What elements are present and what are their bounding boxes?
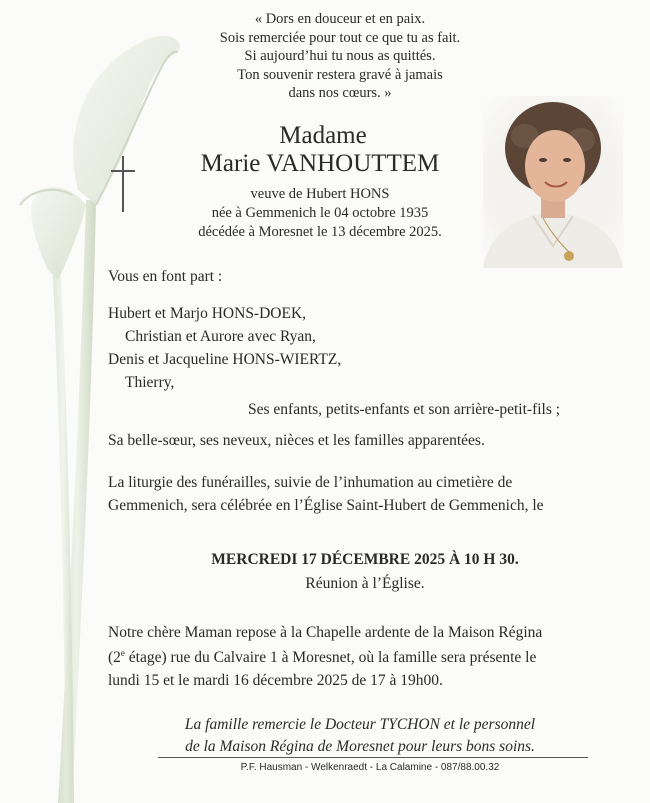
repose-line: lundi 15 et le mardi 16 décembre 2025 de 17 à 19h00. — [108, 672, 443, 689]
repose-line: Notre chère Maman repose à la Chapelle ardente de la Maison Régina — [108, 624, 543, 641]
superscript: e — [120, 648, 125, 658]
quote-line: Si aujourd’hui tu nous as quittés. — [244, 48, 436, 64]
deceased-name: Marie VANHOUTTEM — [200, 150, 440, 177]
quote-line: « Dors en douceur et en paix. — [254, 11, 426, 27]
liturgy-line: Gemmenich, sera célébrée en l’Église Saint-Hubert de Gemmenich, le — [108, 497, 544, 514]
repose-text: étage) rue du Calvaire 1 à Moresnet, où la famille sera présente le — [124, 649, 537, 667]
cross-icon — [111, 156, 135, 212]
deceased-title: Madame — [279, 122, 367, 149]
family-line: Denis et Jacqueline HONS-WIERTZ, — [108, 351, 342, 368]
ceremony-date: MERCREDI 17 DÉCEMBRE 2025 À 10 H 30. — [211, 551, 519, 568]
death-line: décédée à Moresnet le 13 décembre 2025. — [198, 224, 442, 240]
thanks-line: de la Maison Régina de Moresnet pour leurs bons soins. — [185, 738, 535, 755]
quote-line: Sois remerciée pour tout ce que tu as fait. — [219, 29, 461, 46]
opening-quote — [150, 10, 530, 103]
birth-line: née à Gemmenich le 04 octobre 1935 — [211, 205, 429, 221]
family-line: Christian et Aurore avec Ryan, — [125, 328, 316, 345]
quote-line: dans nos cœurs. » — [288, 85, 392, 101]
repose-line — [108, 648, 536, 667]
children-line: Ses enfants, petits-enfants et son arrière-petit-fils ; — [248, 401, 561, 418]
ceremony-meeting: Réunion à l’Église. — [305, 575, 425, 592]
portrait-photo — [483, 96, 623, 268]
family-line: Hubert et Marjo HONS-DOEK, — [108, 305, 307, 322]
family-line: Thierry, — [125, 374, 175, 391]
repose-text: (2 — [108, 649, 121, 667]
footer-divider — [158, 757, 588, 758]
thanks-line: La famille remercie le Docteur TYCHON et le personnel — [184, 716, 536, 733]
relatives-line: Sa belle-sœur, ses neveux, nièces et les familles apparentées. — [108, 432, 485, 449]
quote-line: Ton souvenir restera gravé à jamais — [237, 66, 443, 83]
liturgy-line: La liturgie des funérailles, suivie de l’inhumation au cimetière de — [108, 474, 513, 491]
widow-line: veuve de Hubert HONS — [250, 186, 390, 202]
funeral-home-footer: P.F. Hausman - Welkenraedt - La Calamine - 087/88.00.32 — [240, 762, 500, 773]
announce-line: Vous en font part : — [108, 268, 223, 285]
